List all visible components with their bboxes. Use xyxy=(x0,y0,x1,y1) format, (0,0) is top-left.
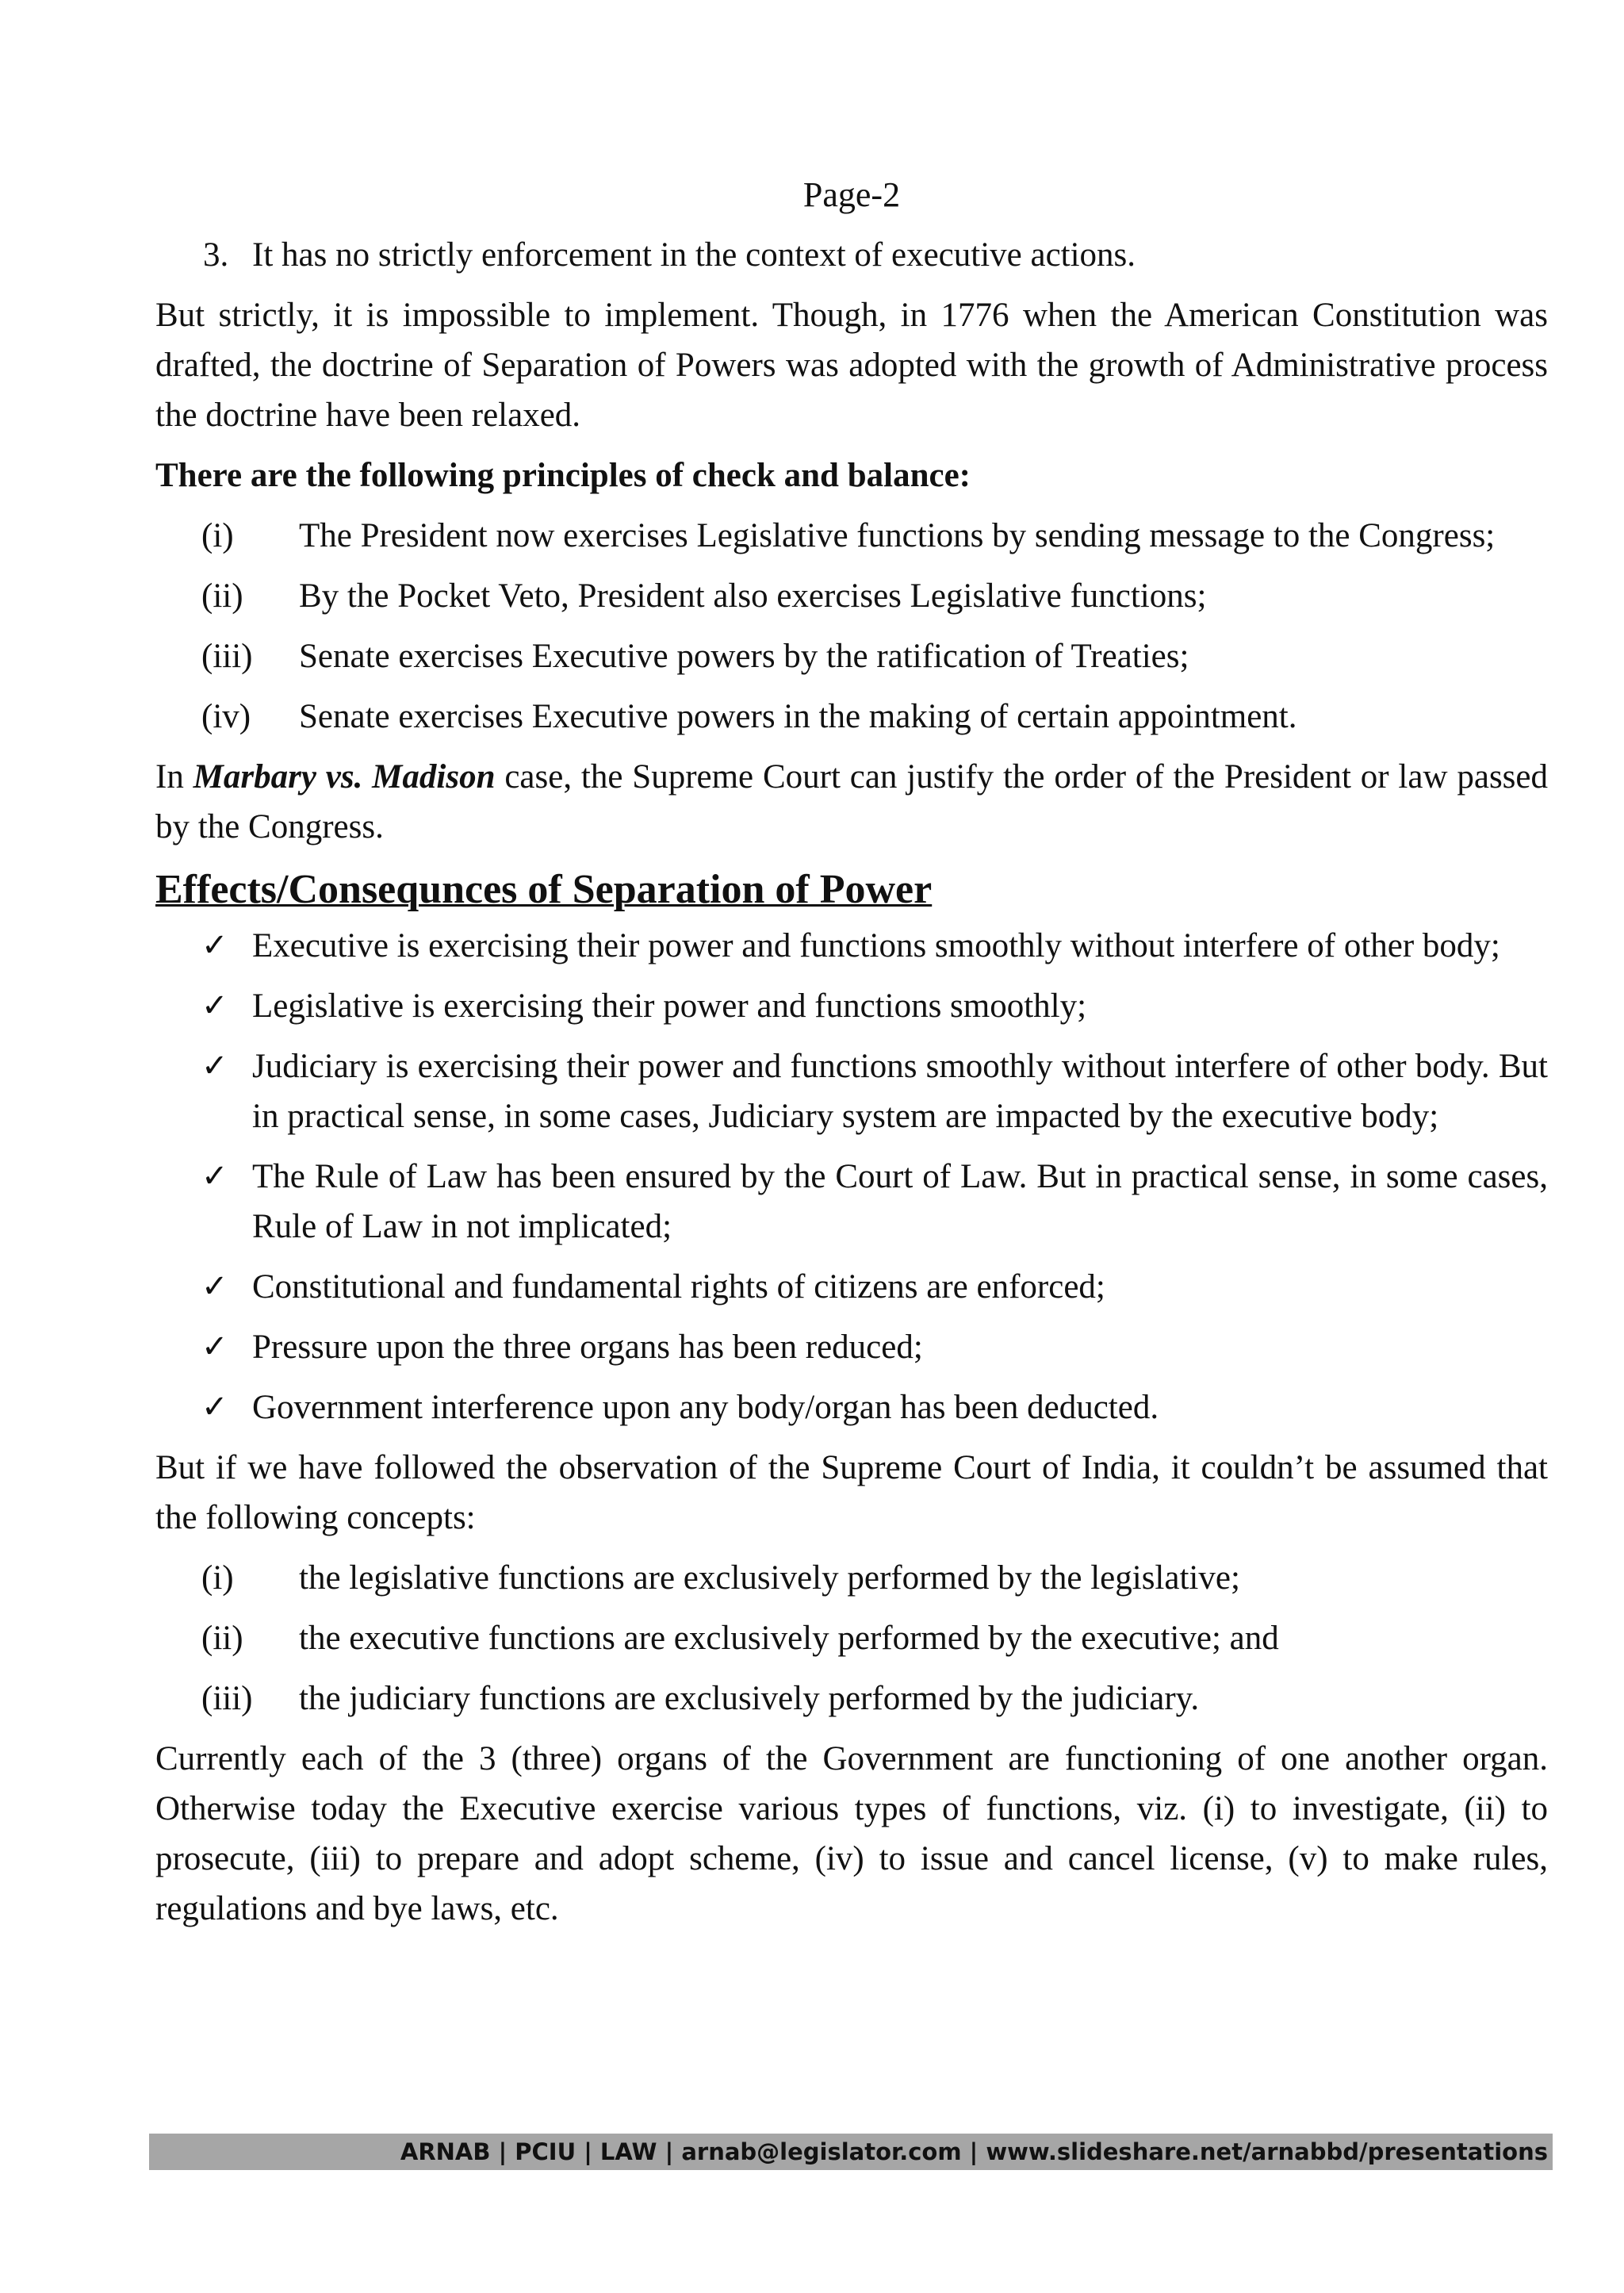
checkmark-icon: ✓ xyxy=(201,1329,228,1365)
checkmark-icon: ✓ xyxy=(201,1158,228,1194)
numbered-item-3 xyxy=(155,230,1548,280)
list-item xyxy=(155,921,1548,971)
checkmark-icon: ✓ xyxy=(201,1268,228,1305)
list-item-text: Executive is exercising their power and functions smoothly without interfere of other body; xyxy=(252,927,1500,964)
list-item-text: Pressure upon the three organs has been reduced; xyxy=(252,1329,923,1366)
list-item-text: By the Pocket Veto, President also exercises Legislative functions; xyxy=(299,577,1207,615)
list-item xyxy=(155,1553,1548,1603)
list-item-text: Constitutional and fundamental rights of citizens are enforced; xyxy=(252,1268,1105,1306)
list-item-number: (i) xyxy=(201,1559,234,1597)
item-text: It has no strictly enforcement in the context of executive actions. xyxy=(252,236,1136,274)
list-item-text: The President now exercises Legislative functions by sending message to the Congress; xyxy=(299,517,1496,554)
list-item-number: (ii) xyxy=(201,1620,243,1657)
list-item-text: Judiciary is exercising their power and functions smoothly without interfere of other body. But in practical sense, in some cases, Judiciary system are impacted by the executive body; xyxy=(252,1048,1548,1135)
list-item-number: (ii) xyxy=(201,577,243,615)
list-item-text: Senate exercises Executive powers in the making of certain appointment. xyxy=(299,698,1297,735)
list-item xyxy=(155,571,1548,621)
list-item-text: the judiciary functions are exclusively performed by the judiciary. xyxy=(299,1680,1200,1717)
check-balance-title: There are the following principles of check and balance: xyxy=(155,457,971,494)
marbary-prefix: In xyxy=(155,758,193,796)
effects-heading: Effects/Consequnces of Separation of Power xyxy=(155,867,933,912)
checkmark-icon: ✓ xyxy=(201,1048,228,1084)
document-page xyxy=(155,0,1548,2293)
list-item xyxy=(155,1152,1548,1252)
list-item xyxy=(155,1041,1548,1141)
list-item xyxy=(155,1382,1548,1432)
list-item-text: Government interference upon any body/organ has been deducted. xyxy=(252,1389,1159,1426)
list-item-text: the executive functions are exclusively performed by the executive; and xyxy=(299,1620,1279,1657)
item-number: 3. xyxy=(203,236,229,274)
page-content xyxy=(155,230,1548,1944)
list-item-number: (i) xyxy=(201,517,234,554)
list-item xyxy=(155,981,1548,1031)
list-item-number: (iv) xyxy=(201,698,251,735)
paragraph-marbary xyxy=(155,752,1548,852)
effects-list xyxy=(155,921,1548,1432)
list-item xyxy=(155,1613,1548,1663)
footer-bar: ARNAB | PCIU | LAW | arnab@legislator.com | www.slideshare.net/arnabbd/presentations xyxy=(149,2134,1553,2170)
concepts-list xyxy=(155,1553,1548,1724)
paragraph-final: Currently each of the 3 (three) organs of the Government are functioning of one another organ. Otherwise today the Executive exercise various types of functions, viz. (i) to investigate, (ii) to prosecute, (iii) to prepare and adopt scheme, (iv) to issue and cancel license, (v) to make rules, regulations and bye laws, etc. xyxy=(155,1740,1548,1927)
list-item-text: the legislative functions are exclusively performed by the legislative; xyxy=(299,1559,1240,1597)
marbary-suffix: case, the Supreme Court can justify the order of the President or law passed by the Congress. xyxy=(155,758,1548,845)
list-item-number: (iii) xyxy=(201,638,253,675)
list-item-text: Senate exercises Executive powers by the ratification of Treaties; xyxy=(299,638,1189,675)
list-item-number: (iii) xyxy=(201,1680,253,1717)
list-item xyxy=(155,1322,1548,1372)
checkmark-icon: ✓ xyxy=(201,987,228,1024)
list-item-text: The Rule of Law has been ensured by the Court of Law. But in practical sense, in some cases, Rule of Law in not implicated; xyxy=(252,1158,1548,1245)
paragraph-india: But if we have followed the observation of the Supreme Court of India, it couldn’t be assumed that the following concepts: xyxy=(155,1449,1548,1536)
page-number: Page-2 xyxy=(802,175,901,214)
checkmark-icon: ✓ xyxy=(201,927,228,964)
list-item xyxy=(155,1262,1548,1312)
list-item xyxy=(155,692,1548,742)
list-item-text: Legislative is exercising their power and functions smoothly; xyxy=(252,987,1087,1025)
list-item xyxy=(155,631,1548,681)
check-balance-list xyxy=(155,511,1548,742)
case-name: Marbary vs. Madison xyxy=(193,758,496,796)
paragraph-strictly: But strictly, it is impossible to implement. Though, in 1776 when the American Constitution was drafted, the doctrine of Separation of Powers was adopted with the growth of Administrative process the doctrine have been relaxed. xyxy=(155,297,1548,434)
list-item xyxy=(155,511,1548,561)
checkmark-icon: ✓ xyxy=(201,1389,228,1425)
list-item xyxy=(155,1674,1548,1724)
